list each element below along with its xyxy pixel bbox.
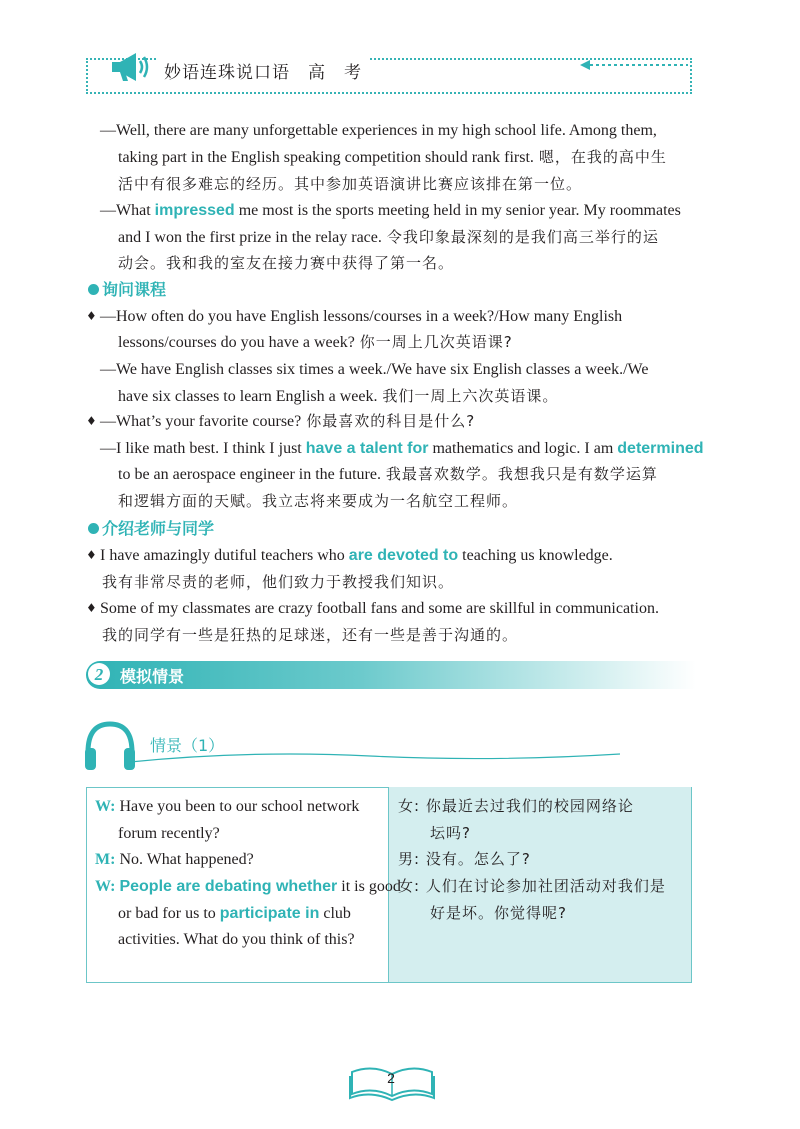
- bullet-dot-icon: [88, 523, 99, 534]
- section-number: 2: [88, 663, 110, 685]
- dialogue-zh-line-4: 女: 人们在讨论参加社团活动对我们是: [398, 877, 666, 895]
- statement-2: Some of my classmates are crazy football fans and some are skillful in communication.: [100, 600, 659, 617]
- dialogue-en-line-2: forum recently?: [118, 825, 220, 842]
- dialogue-en-line-4: W: People are debating whether it is good: [95, 878, 401, 895]
- statement-1-translation: 我有非常尽责的老师，他们致力于教授我们知识。: [102, 573, 455, 591]
- dialogue-zh-line-2: 坛吗?: [430, 824, 471, 842]
- diamond-bullet-icon: ♦: [86, 601, 97, 615]
- answer-1-line-3: 活中有很多难忘的经历。其中参加英语演讲比赛应该排在第一位。: [118, 175, 583, 193]
- keyword-determined: determined: [617, 440, 704, 457]
- question-1-line-2: lessons/courses do you have a week? 你一周上几次英语课?: [118, 333, 513, 351]
- question-2: —What’s your favorite course? 你最喜欢的科目是什么?: [100, 412, 476, 430]
- answer-3-line-1: —We have English classes six times a week./We have six English classes a week./We: [100, 361, 649, 378]
- diamond-bullet-icon: ♦: [86, 548, 97, 562]
- bullet-dot-icon: [88, 284, 99, 295]
- answer-2-line-2: and I won the first prize in the relay race. 令我印象最深刻的是我们高三举行的运: [118, 228, 659, 246]
- page-number: 2: [387, 1070, 395, 1086]
- answer-4-line-3: 和逻辑方面的天赋。我立志将来要成为一名航空工程师。: [118, 492, 519, 510]
- scene-title-underline: [130, 748, 620, 768]
- answer-1-line-2: taking part in the English speaking competition should rank first. 嗯，在我的高中生: [118, 148, 667, 166]
- diamond-bullet-icon: ♦: [86, 414, 97, 428]
- keyword-devoted: are devoted to: [348, 547, 459, 564]
- answer-3-line-2: have six classes to learn English a week. 我们一周上六次英语课。: [118, 387, 559, 405]
- dialogue-zh-line-3: 男: 没有。怎么了?: [398, 850, 531, 868]
- speaker-w: W:: [95, 798, 116, 815]
- scene-title: 情景（1）: [150, 736, 225, 755]
- statement-1: I have amazingly dutiful teachers who are devoted to teaching us knowledge.: [100, 547, 613, 564]
- speaker-m: M:: [95, 851, 116, 868]
- megaphone-icon: [108, 50, 154, 84]
- header-title: 妙语连珠说口语 高 考: [158, 58, 368, 83]
- section-title-teachers: 介绍老师与同学: [88, 516, 214, 539]
- dialogue-en-line-1: W: Have you been to our school network: [95, 798, 360, 815]
- dialogue-en-line-5: or bad for us to participate in club: [118, 905, 351, 922]
- keyword-impressed: impressed: [154, 202, 235, 219]
- diamond-bullet-icon: ♦: [86, 309, 97, 323]
- question-1-line-1: —How often do you have English lessons/courses in a week?/How many English: [100, 308, 623, 325]
- dialogue-en-line-3: M: No. What happened?: [95, 851, 254, 868]
- dialogue-zh-line-5: 好是坏。你觉得呢?: [430, 904, 567, 922]
- answer-2-line-3: 动会。我和我的室友在接力赛中获得了第一名。: [118, 254, 455, 272]
- arrow-left-icon: [580, 60, 690, 70]
- keyword-participate: participate in: [219, 905, 320, 922]
- answer-4-line-2: to be an aerospace engineer in the future. 我最喜欢数学。我想我只是有数学运算: [118, 465, 658, 483]
- dialogue-en-line-6: activities. What do you think of this?: [118, 931, 355, 948]
- answer-1-line-1: —Well, there are many unforgettable experiences in my high school life. Among them,: [100, 122, 657, 139]
- speaker-w: W:: [95, 878, 116, 895]
- answer-2-line-1: —What impressed me most is the sports meeting held in my senior year. My roommates: [100, 202, 681, 219]
- dialogue-zh-line-1: 女: 你最近去过我们的校园网络论: [398, 797, 634, 815]
- section-band-title: 模拟情景: [120, 667, 185, 686]
- section-title-courses: 询问课程: [88, 277, 166, 300]
- statement-2-translation: 我的同学有一些是狂热的足球迷，还有一些是善于沟通的。: [102, 626, 519, 644]
- answer-4-line-1: —I like math best. I think I just have a talent for mathematics and logic. I am determined: [100, 440, 704, 457]
- keyword-debating: People are debating whether: [119, 878, 338, 895]
- keyword-talent: have a talent for: [305, 440, 429, 457]
